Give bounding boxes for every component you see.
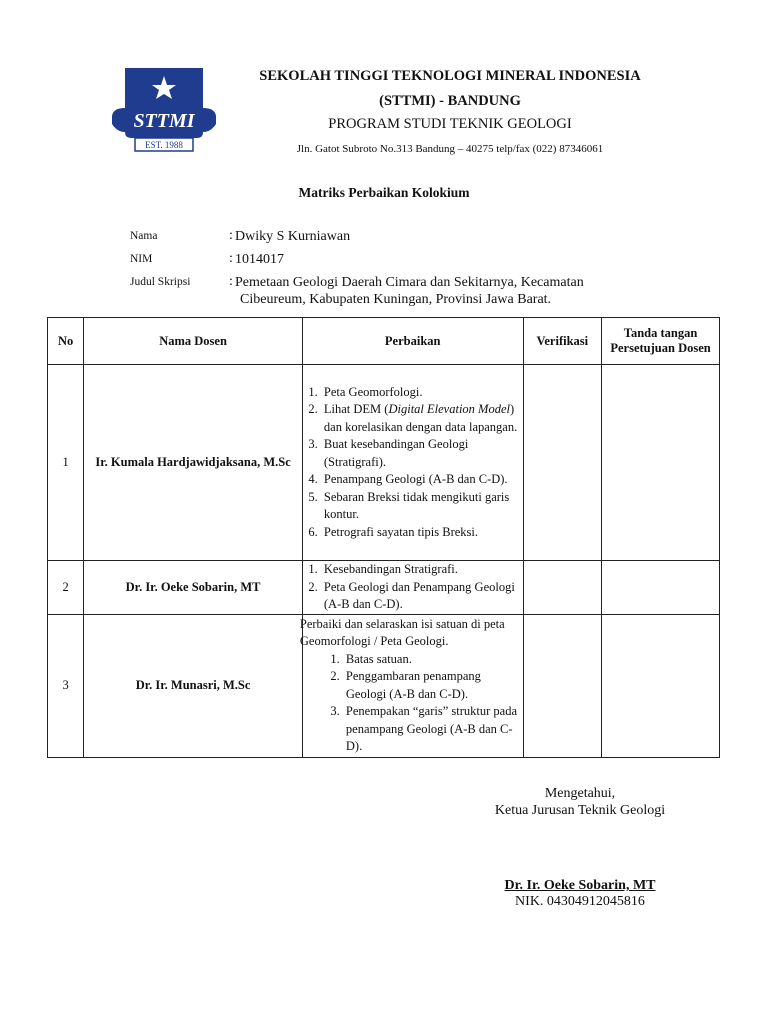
judul-line2: Cibeureum, Kabupaten Kuningan, Provinsi Jawa Barat.	[240, 292, 552, 307]
tanda-tangan-cell	[602, 365, 720, 561]
nim-label: NIM	[130, 253, 153, 265]
perbaikan-cell	[302, 561, 523, 615]
dosen-name: Dr. Ir. Oeke Sobarin, MT	[84, 561, 303, 615]
judul-row	[130, 274, 690, 308]
signer-name: Dr. Ir. Oeke Sobarin, MT	[504, 878, 656, 893]
list-item: 3. Buat kesebandingan Geologi (Stratigrafi).	[321, 436, 523, 471]
perbaikan-list	[303, 651, 523, 756]
perbaikan-list	[303, 384, 523, 542]
row-number: 1	[48, 365, 84, 561]
header-no: No	[48, 318, 84, 365]
row-number: 2	[48, 561, 84, 615]
nama-value: Dwiky S Kurniawan	[235, 229, 351, 244]
nama-row	[130, 228, 690, 245]
list-item: 1. Batas satuan.	[343, 651, 523, 669]
address: Jln. Gatot Subroto No.313 Bandung – 40275 telp/fax (022) 87346061	[296, 143, 604, 155]
colon: :	[229, 274, 233, 289]
dosen-name: Dr. Ir. Munasri, M.Sc	[84, 614, 303, 757]
table-row	[48, 614, 720, 757]
list-item: 1. Kesebandingan Stratigrafi.	[321, 561, 523, 579]
revision-matrix-table	[47, 317, 720, 758]
header-perbaikan: Perbaikan	[302, 318, 523, 365]
table-row	[48, 561, 720, 615]
verifikasi-cell	[523, 614, 602, 757]
mengetahui-text: Mengetahui,	[544, 786, 616, 801]
list-item	[321, 401, 523, 436]
signer-nik: NIK. 04304912045816	[515, 894, 645, 909]
table-header-row	[48, 318, 720, 365]
colon: :	[229, 228, 233, 243]
item-text-tail: ) dan korelasikan dengan data lapangan.	[323, 402, 518, 434]
tanda-tangan-cell	[602, 561, 720, 615]
judul-label: Judul Skripsi	[130, 276, 191, 288]
logo-est-text: EST. 1988	[145, 140, 183, 150]
signer-position: Ketua Jurusan Teknik Geologi	[494, 803, 666, 818]
perbaikan-cell	[299, 614, 523, 757]
nim-row	[130, 251, 690, 268]
list-item: 6. Petrografi sayatan tipis Breksi.	[321, 524, 523, 542]
colon: :	[229, 251, 233, 266]
list-item: 5. Sebaran Breksi tidak mengikuti garis kontur.	[321, 489, 523, 524]
perbaikan-cell	[302, 365, 523, 561]
list-item: 2. Peta Geologi dan Penampang Geologi (A-B dan C-D).	[321, 579, 523, 614]
list-item: 4. Penampang Geologi (A-B dan C-D).	[321, 471, 523, 489]
tanda-tangan-cell	[602, 614, 720, 757]
sttmi-logo	[109, 66, 219, 158]
item-text: Lihat DEM (	[323, 402, 389, 417]
svg-text:STTMI: STTMI	[133, 110, 195, 132]
perbaikan-list	[303, 561, 523, 614]
program-name: PROGRAM STUDI TEKNIK GEOLOGI	[328, 116, 572, 132]
list-item: 1. Peta Geomorfologi.	[321, 384, 523, 402]
list-item: 3. Penempakan “garis” struktur pada penampang Geologi (A-B dan C-D).	[343, 703, 523, 756]
judul-line1: Pemetaan Geologi Daerah Cimara dan Sekitarnya, Kecamatan	[235, 275, 584, 290]
judul-value	[235, 274, 690, 308]
verifikasi-cell	[523, 365, 602, 561]
nim-value: 1014017	[235, 252, 284, 267]
header-tanda-tangan: Tanda tangan Persetujuan Dosen	[602, 318, 720, 365]
dosen-name: Ir. Kumala Hardjawidjaksana, M.Sc	[84, 365, 303, 561]
student-info	[130, 228, 690, 314]
nama-label: Nama	[130, 230, 158, 242]
perbaikan-intro: Perbaiki dan selaraskan isi satuan di peta Geomorfologi / Peta Geologi.	[299, 616, 505, 648]
item-italic-text: Digital Elevation Model	[388, 402, 510, 417]
list-item: 2. Penggambaran penampang Geologi (A-B dan C-D).	[343, 668, 523, 703]
row-number: 3	[48, 614, 84, 757]
institution-short: (STTMI) - BANDUNG	[379, 93, 521, 109]
document-title: Matriks Perbaikan Kolokium	[298, 185, 470, 200]
institution-name: SEKOLAH TINGGI TEKNOLOGI MINERAL INDONESIA	[259, 68, 641, 84]
table-row	[48, 365, 720, 561]
verifikasi-cell	[523, 561, 602, 615]
header-nama-dosen: Nama Dosen	[84, 318, 303, 365]
header-verifikasi: Verifikasi	[523, 318, 602, 365]
